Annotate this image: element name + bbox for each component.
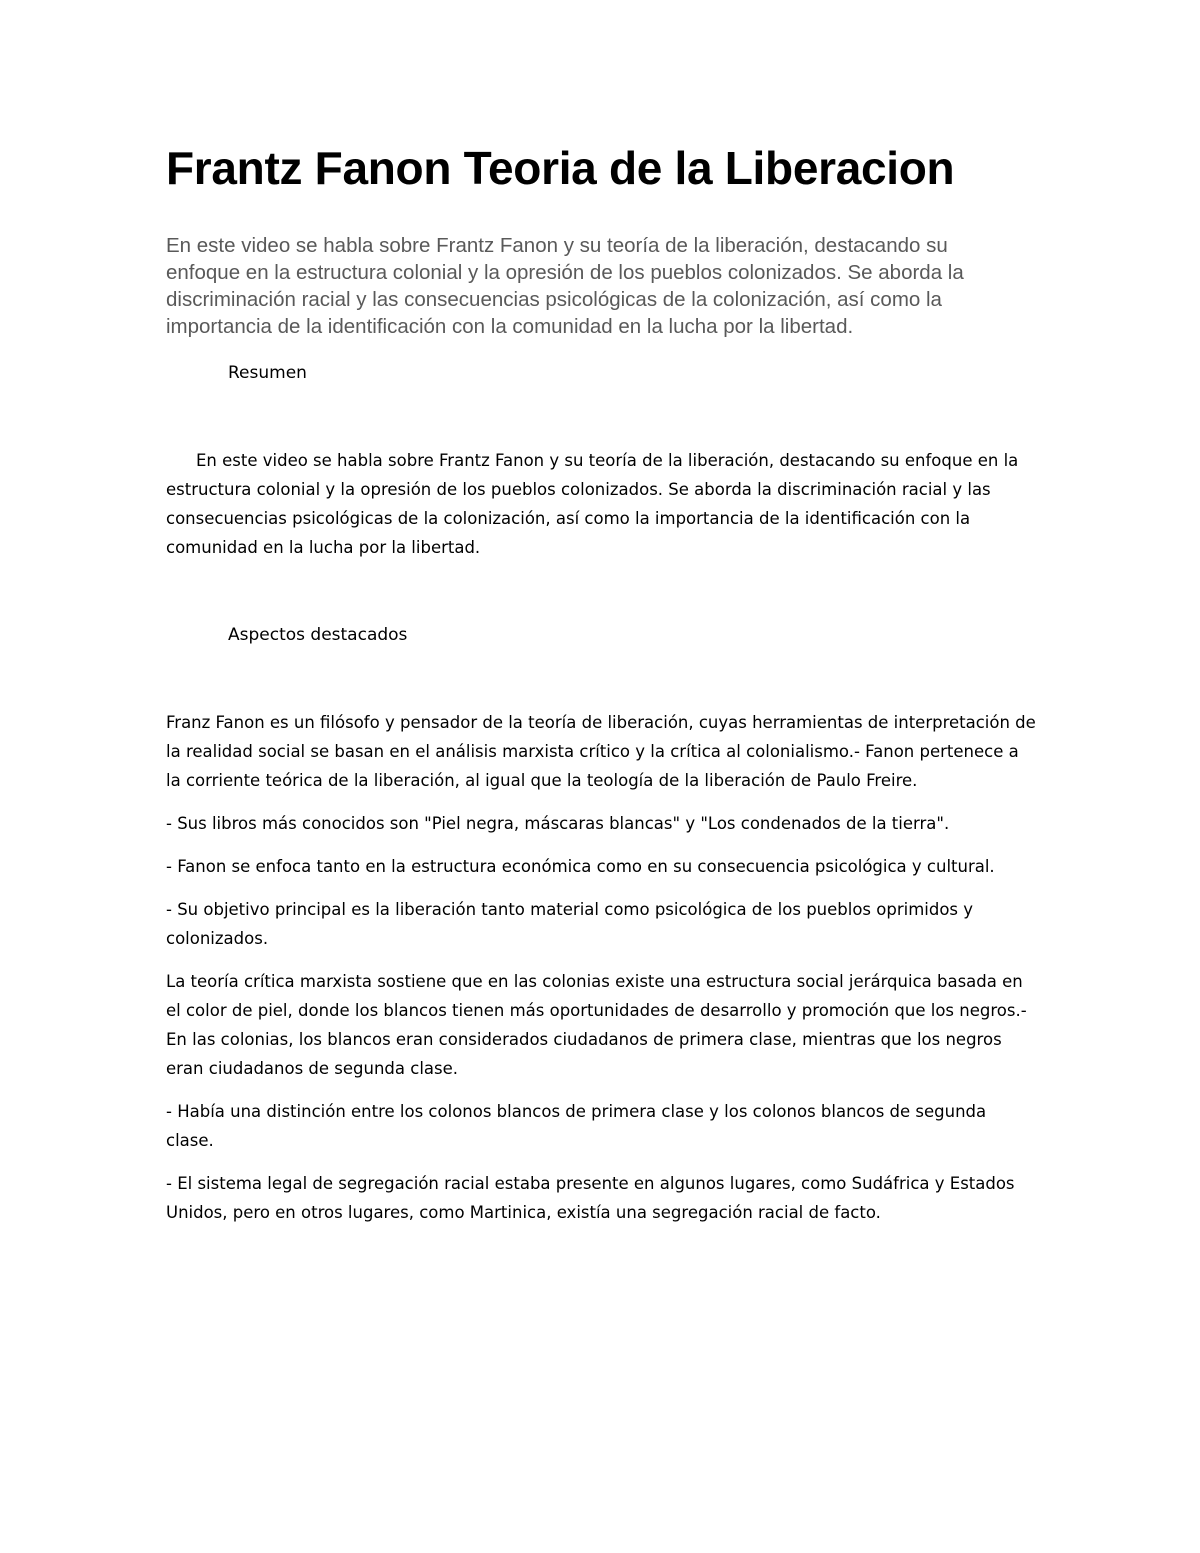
aspecto-paragraph: - Fanon se enfoca tanto en la estructura económica como en su consecuencia psicológica y cultural.	[166, 857, 995, 876]
aspecto-paragraph: - Su objetivo principal es la liberación tanto material como psicológica de los pueblos oprimidos y colonizados.	[166, 900, 974, 948]
document-subtitle: En este video se habla sobre Frantz Fanon y su teoría de la liberación, destacando su enfoque en la estructura colonial y la opresión de los pueblos colonizados. Se aborda la discriminación racial y las consecuencias psicológicas de la colonización, así como la importancia de la identificación con la comunidad en la lucha por la libertad.	[166, 234, 964, 338]
aspecto-paragraph: - Sus libros más conocidos son "Piel negra, máscaras blancas" y "Los condenados de la tierra".	[166, 814, 950, 833]
aspecto-paragraph: - Había una distinción entre los colonos blancos de primera clase y los colonos blancos de segunda clase.	[166, 1102, 987, 1150]
document-title: Frantz Fanon Teoria de la Liberacion	[166, 142, 955, 194]
resumen-paragraph: En este video se habla sobre Frantz Fanon y su teoría de la liberación, destacando su enfoque en la estructura colonial y la opresión de los pueblos colonizados. Se aborda la discriminación racial y las consecuencias psicológicas de la colonización, así como la importancia de la identificación con la comunidad en la lucha por la libertad.	[166, 451, 1019, 557]
aspectos-list	[166, 708, 1036, 1227]
aspectos-heading: Aspectos destacados	[228, 625, 408, 645]
aspecto-paragraph: La teoría crítica marxista sostiene que en las colonias existe una estructura social jerárquica basada en el color de piel, donde los blancos tienen más oportunidades de desarrollo y promoción que los negros.- En las colonias, los blancos eran considerados ciudadanos de primera clase, mientras que los negros eran ciudadanos de segunda clase.	[166, 972, 1027, 1078]
document-body	[166, 140, 1036, 1227]
aspecto-paragraph: - El sistema legal de segregación racial estaba presente en algunos lugares, como Sudáfrica y Estados Unidos, pero en otros lugares, como Martinica, existía una segregación racial de facto.	[166, 1174, 1015, 1222]
resumen-heading: Resumen	[228, 363, 307, 383]
aspecto-paragraph: Franz Fanon es un filósofo y pensador de la teoría de liberación, cuyas herramientas de interpretación de la realidad social se basan en el análisis marxista crítico y la crítica al colonialismo.- Fanon pertenece a la corriente teórica de la liberación, al igual que la teología de la liberación de Paulo Freire.	[166, 713, 1036, 790]
